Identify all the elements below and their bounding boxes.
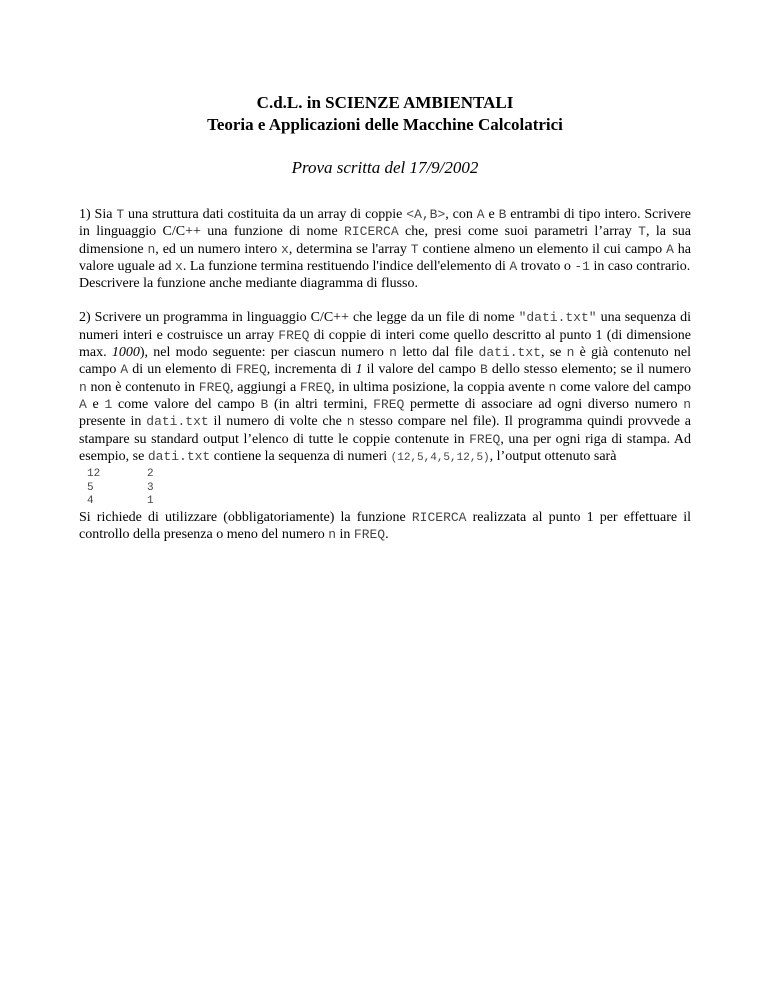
code-token: FREQ: [353, 526, 386, 542]
code-token: n: [328, 526, 337, 542]
output-value-a: 4: [87, 495, 94, 508]
q1-text: entrambi di tipo intero. Scrivere in linguaggio C/C++ una funzione di nome: [79, 207, 692, 240]
q1-text: , determina se l'array: [288, 241, 411, 257]
code-token: FREQ: [469, 431, 501, 447]
code-token: FREQ: [373, 396, 405, 412]
exam-header: [79, 92, 691, 136]
code-token: FREQ: [278, 327, 310, 343]
code-token: T: [410, 241, 419, 257]
code-token: A: [666, 241, 674, 257]
q2-text: come valore del campo: [112, 396, 261, 412]
output-value-b: 2: [147, 468, 154, 481]
output-value-a: 5: [87, 481, 94, 494]
code-token: A: [120, 362, 129, 378]
output-value-b: 3: [147, 481, 154, 494]
q1-text: una struttura dati costituita da un array di coppie: [124, 207, 407, 222]
output-value-b: 1: [147, 495, 154, 508]
q2-text: 2) Scrivere un programma in linguaggio C/C++ che legge da un file di nome: [79, 310, 519, 326]
q1-text: trovato o: [517, 258, 575, 274]
code-token: dati.txt: [478, 345, 541, 361]
q2-text: ), nel modo seguente: per ciascun numero: [139, 345, 390, 361]
code-token: n: [147, 241, 156, 257]
code-token: A: [509, 258, 518, 274]
q2-text: e: [86, 396, 105, 412]
code-token: A: [476, 207, 485, 222]
q2-text: , una per ogni riga di stampa. Ad esempio, se: [79, 431, 691, 464]
q2-text: realizzata al punto 1 per effettuare il controllo della presenza o meno del numero: [79, 509, 691, 542]
question-2-requirement: [79, 509, 691, 544]
q1-text: 1) Sia: [79, 207, 117, 222]
q2-text: di un elemento di: [128, 362, 236, 378]
q2-text: in: [336, 526, 354, 542]
course-subject: Teoria e Applicazioni delle Macchine Calcolatrici: [207, 115, 563, 134]
q2-text: Si richiede di utilizzare (obbligatoriamente) la funzione: [79, 509, 412, 525]
q2-text: stesso compare nel file). Il programma quindi provvede a stampare su standard output l’elenco di tutte le coppie contenute in: [79, 414, 692, 447]
q2-text: , l’output ottenuto sarà: [489, 448, 617, 464]
q1-text: , la sua dimensione: [79, 224, 691, 257]
q2-text: , incrementa di: [266, 362, 356, 378]
output-row: [87, 495, 691, 509]
q1-text: , con: [445, 207, 477, 222]
code-token: A: [79, 396, 87, 412]
q2-text: è già contenuto nel campo: [79, 345, 691, 378]
q2-text: contiene la sequenza di numeri: [210, 448, 391, 464]
question-2: [79, 309, 691, 467]
italic-token: 1: [355, 362, 363, 378]
exam-date-title: Prova scritta del 17/9/2002: [291, 158, 479, 177]
q2-text: letto dal file: [396, 345, 479, 361]
code-token: n: [346, 414, 355, 430]
q1-text: , ed un numero intero: [155, 241, 281, 257]
q1-text: in caso contrario.: [589, 258, 691, 274]
code-token: -1: [574, 258, 590, 274]
code-token: x: [281, 241, 289, 257]
example-output: [87, 468, 691, 509]
q2-text: di coppie di interi come quello descritto al punto 1 (di dimensione max.: [79, 327, 691, 361]
q2-text: .: [385, 526, 389, 542]
q2-text: il valore del campo: [362, 362, 480, 378]
q2-text: dello stesso elemento; se il numero: [487, 362, 691, 378]
code-token: B: [260, 396, 269, 412]
code-token: FREQ: [198, 379, 231, 395]
code-token: 1: [104, 396, 113, 412]
q2-text: permette di associare ad ogni diverso numero: [404, 396, 684, 412]
code-token: RICERCA: [411, 509, 467, 525]
q2-text: , aggiungi a: [230, 379, 300, 395]
q2-text: il numero di volte che: [208, 414, 347, 430]
q1-text: ha valore uguale ad: [79, 241, 692, 274]
output-row: [87, 482, 691, 496]
italic-token: 1000: [111, 345, 140, 361]
code-token: n: [566, 345, 575, 361]
code-token: (12,5,4,5,12,5): [390, 451, 490, 464]
q2-text: una sequenza di numeri interi e costruisce un array: [79, 310, 691, 343]
code-token: RICERCA: [344, 224, 399, 240]
exam-page: [79, 92, 691, 543]
q2-text: , se: [540, 345, 567, 361]
q1-flowchart-line: Descrivere la funzione anche mediante diagramma di flusso.: [79, 276, 418, 292]
q1-text: . La funzione termina restituendo l'indice dell'elemento di: [182, 258, 510, 274]
course-name: C.d.L. in SCIENZE AMBIENTALI: [256, 93, 514, 112]
q2-text: presente in: [79, 414, 147, 430]
code-token: FREQ: [235, 362, 267, 378]
q1-text: contiene almeno un elemento il cui campo: [418, 241, 667, 257]
code-token: T: [116, 207, 125, 222]
q2-text: , in ultima posizione, la coppia avente: [331, 379, 549, 395]
code-token: n: [389, 345, 397, 361]
q1-text: e: [484, 207, 499, 222]
code-token: n: [683, 396, 692, 412]
output-row: [87, 468, 691, 482]
code-token: B: [498, 207, 507, 222]
code-token: "dati.txt": [518, 310, 597, 326]
question-1: [79, 206, 691, 292]
code-token: n: [79, 379, 87, 395]
code-token: n: [548, 379, 557, 395]
code-token: FREQ: [299, 379, 332, 395]
code-token: T: [638, 224, 646, 240]
q2-text: come valore del campo: [556, 379, 692, 395]
code-token: x: [175, 258, 183, 274]
code-token: dati.txt: [147, 448, 211, 464]
code-token: <A,B>: [406, 207, 446, 222]
q2-text: (in altri termini,: [268, 396, 374, 412]
code-token: B: [480, 362, 488, 378]
code-token: dati.txt: [146, 414, 209, 430]
output-value-a: 12: [87, 468, 101, 481]
q2-text: non è contenuto in: [86, 379, 199, 395]
q1-text: che, presi come suoi parametri l’array: [398, 224, 639, 240]
